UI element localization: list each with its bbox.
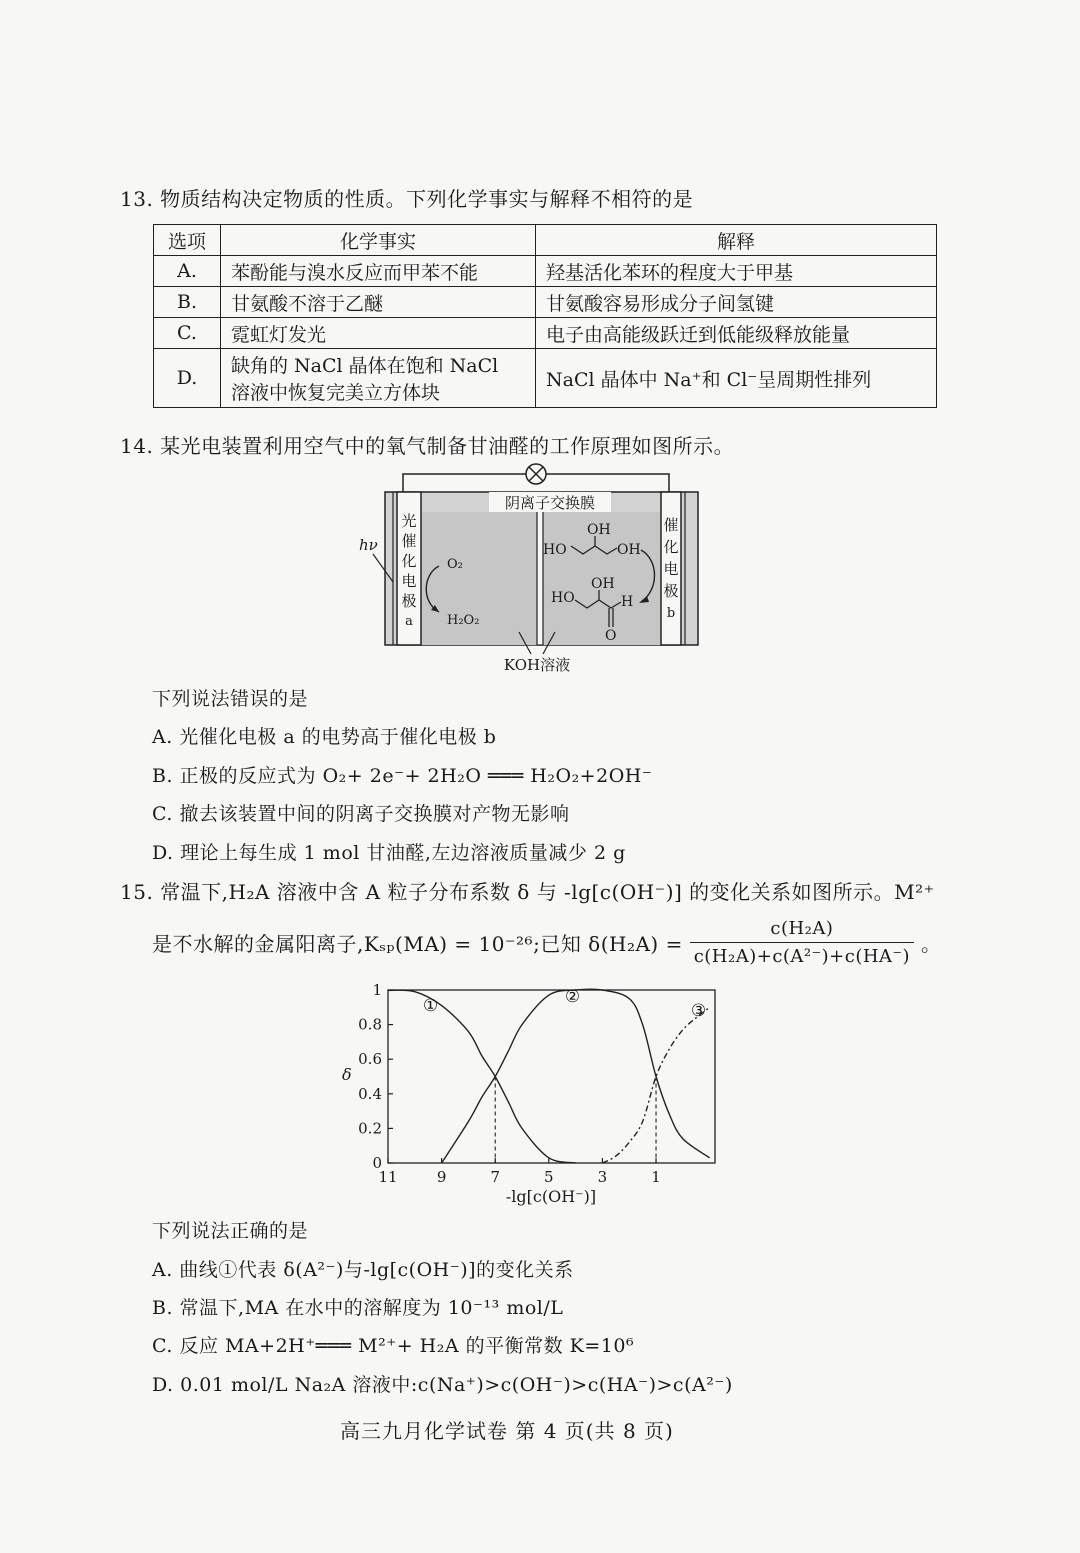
header-fact: 化学事实 [221, 225, 536, 256]
q15-option-c: C. 反应 MA+2H⁺═══ M²⁺+ H₂A 的平衡常数 K=10⁶ [152, 1335, 635, 1357]
fraction-denominator: c(H₂A)+c(A²⁻)+c(HA⁻) [693, 946, 911, 967]
series-label-3: ③ [690, 1000, 707, 1021]
row-fact-line2: 溶液中恢复完美立方体块 [231, 382, 441, 404]
q15-stem-line2 [152, 918, 941, 967]
x-tick-label: 3 [597, 1168, 608, 1186]
distribution-chart [330, 980, 730, 1210]
table-row [154, 349, 937, 408]
fraction-end: 。 [920, 932, 942, 956]
y-axis-label: δ [342, 1065, 352, 1084]
x-axis-ticks [378, 1158, 660, 1186]
aldehyde-oh: OH [591, 576, 615, 592]
delta-fraction [690, 918, 914, 967]
table-row [154, 287, 937, 318]
svg-text:a: a [405, 614, 413, 629]
koh-solution-label: KOH溶液 [503, 656, 571, 674]
aldehyde-h: H [621, 594, 634, 610]
q15-stem-text: 是不水解的金属阳离子,Kₛₚ(MA) = 10⁻²⁶;已知 δ(H₂A) = [152, 932, 683, 956]
row-fact: 苯酚能与溴水反应而甲苯不能 [221, 256, 536, 287]
electrolysis-cell-diagram [355, 462, 715, 682]
header-explanation: 解释 [536, 225, 937, 256]
anion-exchange-membrane [537, 510, 543, 645]
series-curve-1 [388, 990, 576, 1163]
row-explanation: 甘氨酸容易形成分子间氢键 [536, 287, 937, 318]
fraction-numerator: c(H₂A) [690, 918, 914, 943]
y-tick-label: 0 [372, 1154, 382, 1172]
header-option: 选项 [154, 225, 221, 256]
y-tick-label: 0.8 [358, 1015, 382, 1034]
svg-text:电: 电 [663, 560, 679, 578]
page-footer: 高三九月化学试卷 第 4 页(共 8 页) [340, 1419, 674, 1443]
row-explanation: 电子由高能级跃迁到低能级释放能量 [536, 318, 937, 349]
glycerol-oh-right: OH [617, 542, 641, 558]
aldehyde-o: O [605, 628, 617, 644]
q14-option-a: A. 光催化电极 a 的电势高于催化电极 b [152, 726, 497, 748]
plot-frame [388, 990, 715, 1163]
h2o2-label: H₂O₂ [447, 613, 480, 628]
x-tick-label: 7 [490, 1168, 500, 1186]
q14-prompt: 下列说法错误的是 [152, 688, 309, 710]
glycerol-oh-top: OH [587, 522, 611, 538]
membrane-label: 阴离子交换膜 [504, 494, 596, 512]
y-tick-label: 0.4 [358, 1084, 382, 1103]
series-curve-2 [442, 989, 710, 1163]
y-tick-label: 0.2 [358, 1119, 382, 1138]
x-tick-label: 9 [436, 1168, 447, 1186]
svg-text:化: 化 [663, 538, 679, 556]
row-fact [221, 349, 536, 408]
q13-stem: 13. 物质结构决定物质的性质。下列化学事实与解释不相符的是 [120, 187, 694, 211]
svg-text:光: 光 [401, 512, 417, 530]
glycerol-ho: HO [543, 542, 567, 558]
y-tick-label: 1 [372, 981, 382, 999]
row-explanation: 羟基活化苯环的程度大于甲基 [536, 256, 937, 287]
x-tick-label: 1 [651, 1168, 661, 1186]
row-option: B. [154, 287, 221, 318]
svg-text:催: 催 [401, 532, 417, 550]
series-layer [388, 987, 710, 1163]
row-explanation: NaCl 晶体中 Na⁺和 Cl⁻呈周期性排列 [536, 349, 937, 408]
q15-option-d: D. 0.01 mol/L Na₂A 溶液中:c(Na⁺)>c(OH⁻)>c(HA⁻)>c(A²⁻) [152, 1374, 733, 1396]
q14-option-b: B. 正极的反应式为 O₂+ 2e⁻+ 2H₂O ═══ H₂O₂+2OH⁻ [152, 765, 653, 787]
row-option: D. [154, 349, 221, 408]
y-tick-label: 0.6 [358, 1050, 382, 1069]
table-row [154, 318, 937, 349]
svg-text:电: 电 [401, 572, 417, 590]
q15-option-a: A. 曲线①代表 δ(A²⁻)与-lg[c(OH⁻)]的变化关系 [152, 1259, 574, 1281]
q15-option-b: B. 常温下,MA 在水中的溶解度为 10⁻¹³ mol/L [152, 1297, 564, 1319]
x-tick-label: 11 [378, 1168, 398, 1186]
x-tick-label: 5 [544, 1168, 554, 1186]
table-row [154, 256, 937, 287]
svg-text:b: b [666, 606, 676, 621]
series-label-2: ② [564, 987, 581, 1008]
row-fact: 霓虹灯发光 [221, 318, 536, 349]
row-fact-line1: 缺角的 NaCl 晶体在饱和 NaCl [231, 355, 499, 377]
svg-text:极: 极 [401, 592, 417, 610]
row-option: C. [154, 318, 221, 349]
row-fact: 甘氨酸不溶于乙醚 [221, 287, 536, 318]
q15-prompt: 下列说法正确的是 [152, 1220, 309, 1242]
o2-label: O₂ [447, 557, 463, 572]
svg-text:极: 极 [663, 582, 679, 600]
row-option: A. [154, 256, 221, 287]
q14-option-d: D. 理论上每生成 1 mol 甘油醛,左边溶液质量减少 2 g [152, 842, 626, 864]
aldehyde-ho: HO [551, 590, 575, 606]
light-hv-label: hν [359, 536, 378, 554]
q14-stem: 14. 某光电装置利用空气中的氧气制备甘油醛的工作原理如图所示。 [120, 434, 735, 458]
series-label-1: ① [422, 995, 439, 1016]
q15-stem-line1: 15. 常温下,H₂A 溶液中含 A 粒子分布系数 δ 与 -lg[c(OH⁻)] 的变化关系如图所示。M²⁺ [120, 880, 935, 904]
q13-table [153, 224, 937, 408]
svg-text:催: 催 [663, 516, 679, 534]
x-axis-label: -lg[c(OH⁻)] [505, 1187, 597, 1206]
svg-text:化: 化 [401, 552, 417, 570]
q14-option-c: C. 撤去该装置中间的阴离子交换膜对产物无影响 [152, 803, 570, 825]
